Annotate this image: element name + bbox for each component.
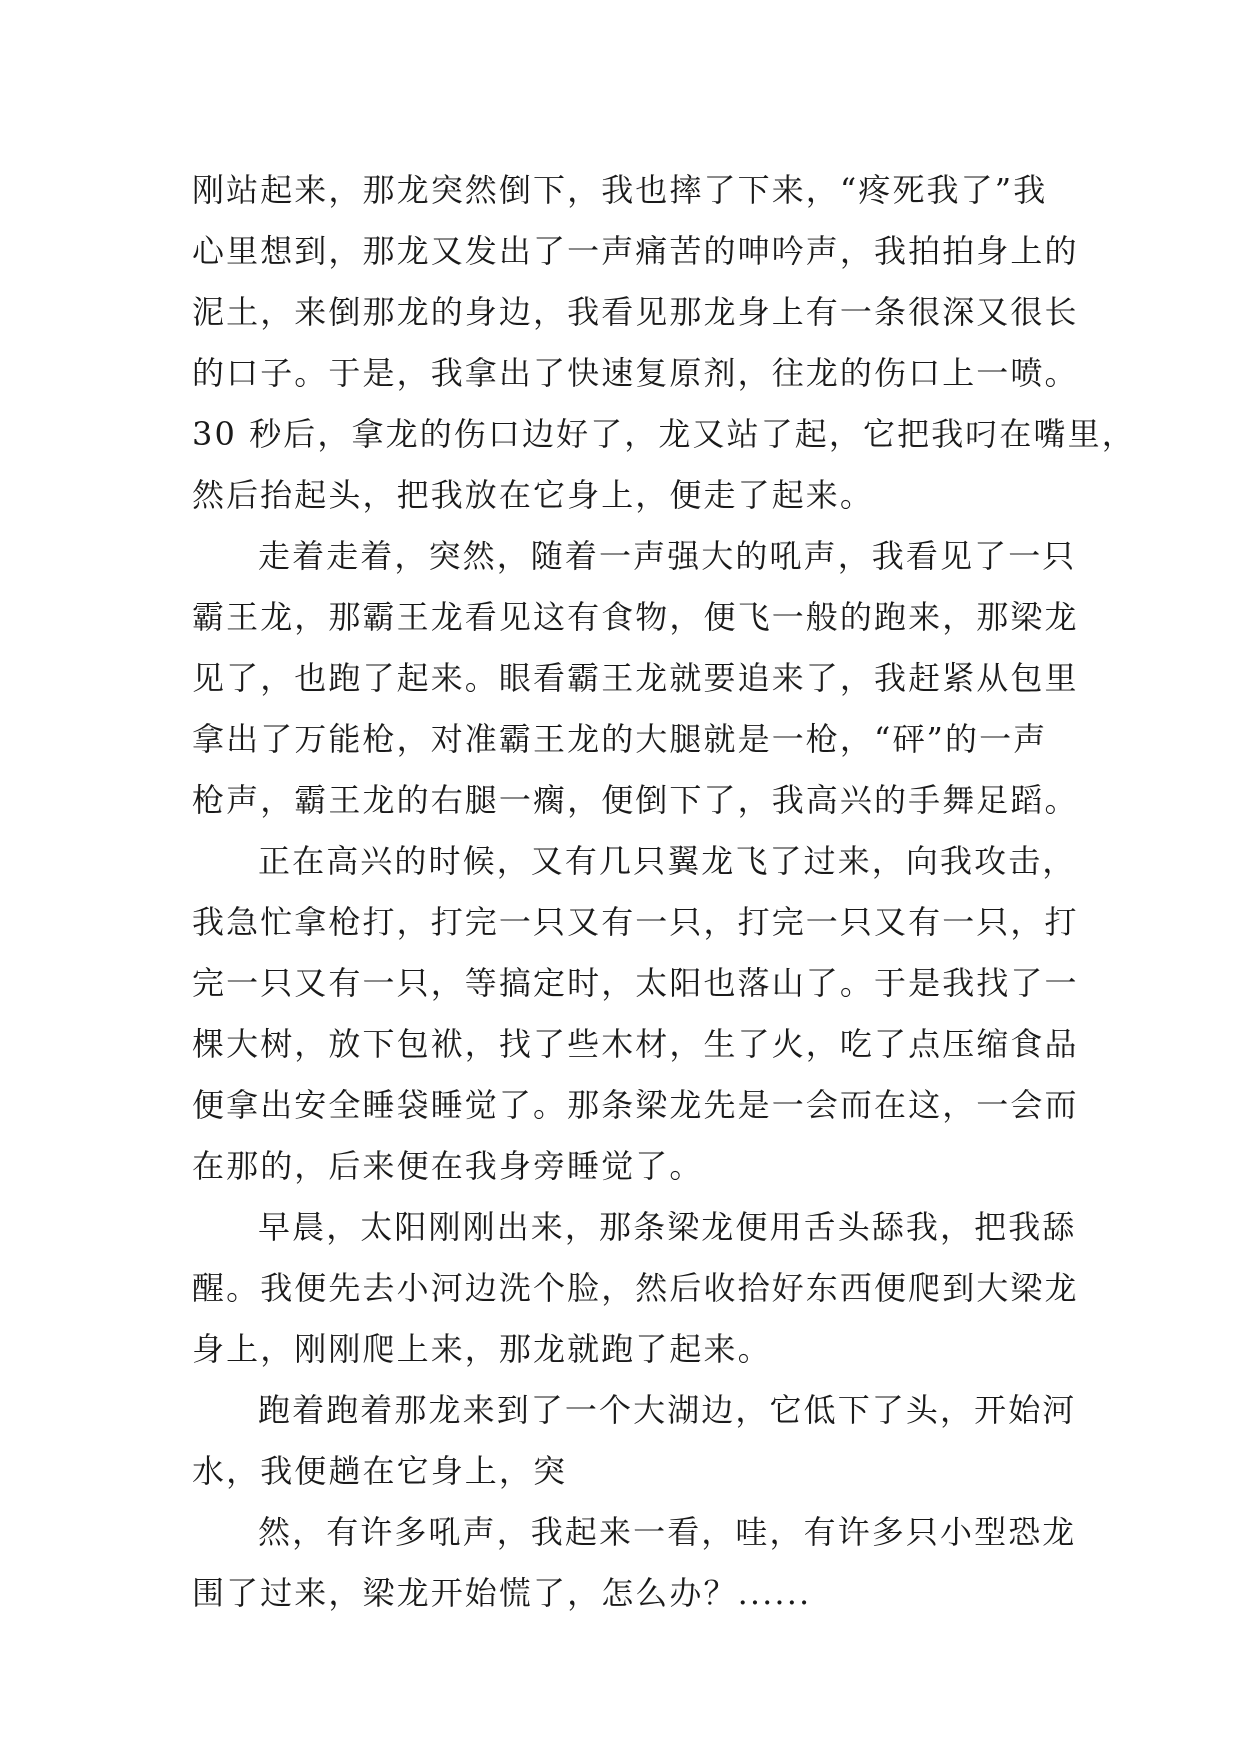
text-line: 水，我便趟在它身上，突 bbox=[192, 1452, 568, 1490]
text-line: 30 秒后，拿龙的伤口边好了，龙又站了起，它把我叼在嘴里， bbox=[192, 415, 1136, 453]
text-line: 枪声，霸王龙的右腿一瘸，便倒下了，我高兴的手舞足蹈。 bbox=[192, 781, 1079, 819]
text-line: 棵大树，放下包袱，找了些木材，生了火，吃了点压缩食品 bbox=[192, 1025, 1079, 1063]
text-line: 醒。我便先去小河边洗个脸，然后收拾好东西便爬到大梁龙 bbox=[192, 1269, 1079, 1307]
text-line: 的口子。于是，我拿出了快速复原剂，往龙的伤口上一喷。 bbox=[192, 354, 1079, 392]
text-line: 完一只又有一只，等搞定时，太阳也落山了。于是我找了一 bbox=[192, 964, 1079, 1002]
text-line: 然后抬起头，把我放在它身上，便走了起来。 bbox=[192, 476, 875, 514]
text-line: 见了，也跑了起来。眼看霸王龙就要追来了，我赶紧从包里 bbox=[192, 659, 1079, 697]
text-line: 便拿出安全睡袋睡觉了。那条梁龙先是一会而在这，一会而 bbox=[192, 1086, 1079, 1124]
text-line: 泥土，来倒那龙的身边，我看见那龙身上有一条很深又很长 bbox=[192, 293, 1079, 331]
text-line: 拿出了万能枪，对准霸王龙的大腿就是一枪，“砰”的一声 bbox=[192, 720, 1048, 758]
text-line: 刚站起来，那龙突然倒下，我也摔了下来，“疼死我了”我 bbox=[192, 171, 1048, 209]
text-line: 早晨，太阳刚刚出来，那条梁龙便用舌头舔我，把我舔 bbox=[258, 1208, 1077, 1246]
text-line: 我急忙拿枪打，打完一只又有一只，打完一只又有一只，打 bbox=[192, 903, 1079, 941]
text-line: 在那的，后来便在我身旁睡觉了。 bbox=[192, 1147, 704, 1185]
text-line: 然，有许多吼声，我起来一看，哇，有许多只小型恐龙 bbox=[258, 1513, 1077, 1551]
text-line: 正在高兴的时候，又有几只翼龙飞了过来，向我攻击， bbox=[258, 842, 1077, 880]
text-line: 围了过来，梁龙开始慌了，怎么办？...... bbox=[192, 1574, 812, 1612]
document-body bbox=[192, 160, 1136, 1624]
text-line: 心里想到，那龙又发出了一声痛苦的呻吟声，我拍拍身上的 bbox=[192, 232, 1079, 270]
text-line: 走着走着，突然，随着一声强大的吼声，我看见了一只 bbox=[258, 537, 1077, 575]
text-line: 身上，刚刚爬上来，那龙就跑了起来。 bbox=[192, 1330, 772, 1368]
text-line: 跑着跑着那龙来到了一个大湖边，它低下了头，开始河 bbox=[258, 1391, 1077, 1429]
text-line: 霸王龙，那霸王龙看见这有食物，便飞一般的跑来，那梁龙 bbox=[192, 598, 1079, 636]
